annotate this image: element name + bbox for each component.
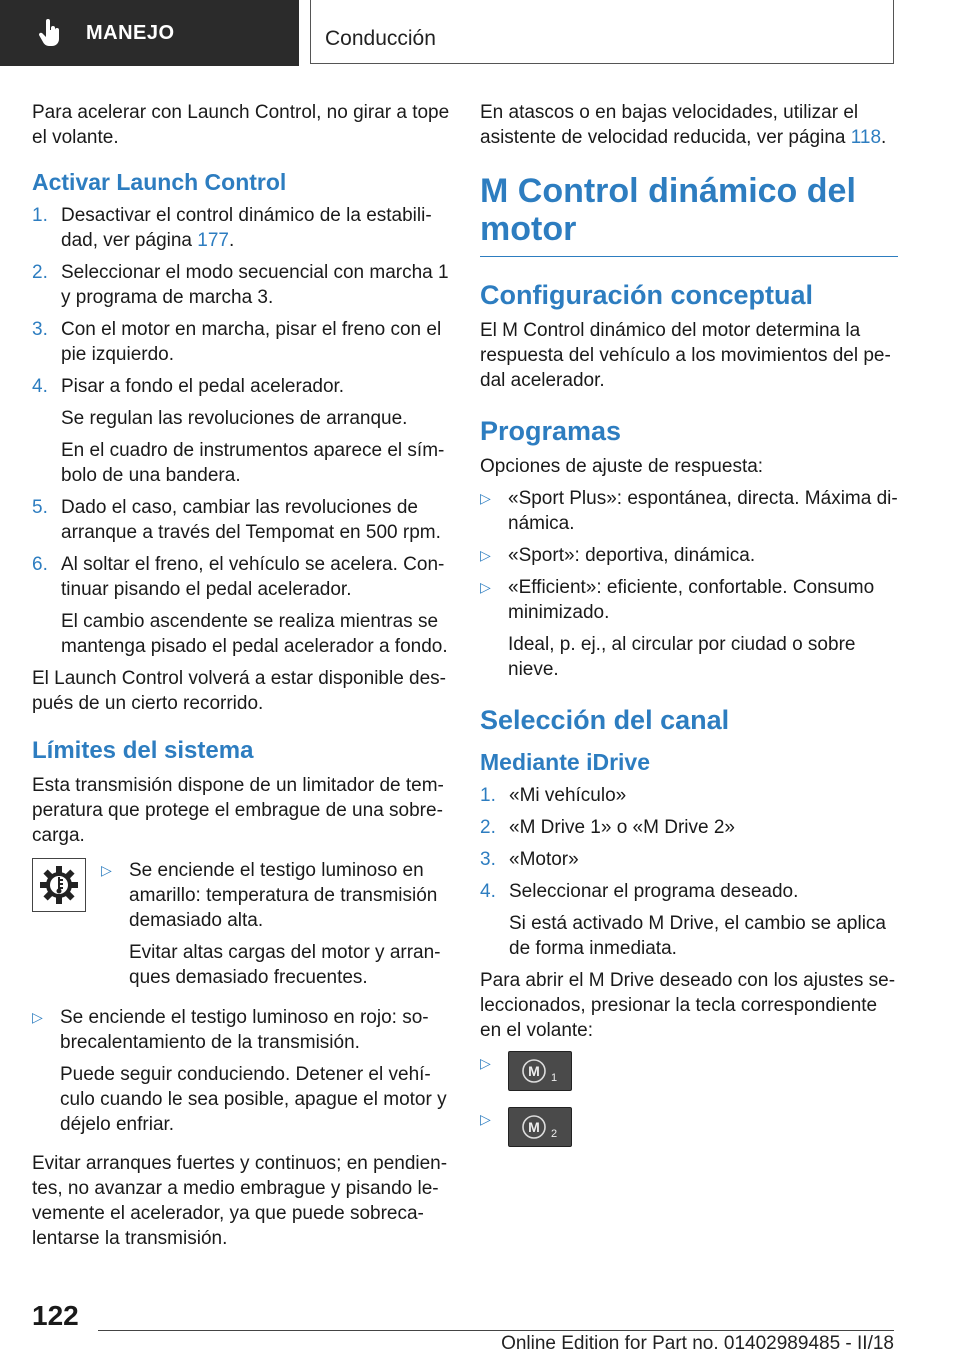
m-drive-1-button[interactable] <box>508 1051 572 1091</box>
section-tab <box>0 0 299 66</box>
triangle-bullet-icon: ▷ <box>101 862 112 878</box>
triangle-bullet-icon: ▷ <box>480 490 491 506</box>
warning-red <box>32 1005 450 1055</box>
intro-text: En atascos o en bajas velocidades, utilizar el asistente de velocidad reducida, ver página <box>480 102 859 148</box>
step-4 <box>32 374 450 399</box>
heading-limites-del-sistema: Límites del sistema <box>32 737 254 764</box>
warning-yellow <box>101 858 450 933</box>
step-text: Seleccionar el programa deseado. <box>509 881 799 902</box>
step-text-part: Desactivar el control dinámico de la estabili-dad, ver página <box>61 205 432 251</box>
step-number: 2. <box>480 817 496 838</box>
heading-configuracion-conceptual: Configuración conceptual <box>480 280 814 310</box>
step-2 <box>32 260 450 310</box>
intro-end: . <box>881 127 887 148</box>
program-sport-plus <box>480 486 898 536</box>
step-6-note: El cambio ascendente se realiza mientras se mantenga pisado el pedal acelerador a fondo. <box>61 611 448 657</box>
step-text: «Mi vehículo» <box>509 785 627 806</box>
step-number: 2. <box>32 262 48 283</box>
m-drive-2-button[interactable] <box>508 1107 572 1147</box>
page-number: 122 <box>32 1300 79 1331</box>
m-drive-1-number: 1 <box>551 1072 558 1084</box>
step-number: 6. <box>32 554 48 575</box>
idrive-step-1 <box>480 783 898 808</box>
right-intro-paragraph <box>480 100 898 150</box>
edition-note: Online Edition for Part no. 01402989485 - II/18 <box>501 1333 894 1354</box>
triangle-bullet-icon: ▷ <box>480 579 491 595</box>
idrive-step-4 <box>480 879 898 904</box>
triangle-bullet-icon: ▷ <box>32 1009 43 1025</box>
idrive-step-4-note: Si está activado M Drive, el cambio se aplica de forma inmediata. <box>509 913 886 959</box>
m-drive-2-number: 2 <box>551 1128 558 1140</box>
after-steps-paragraph: El Launch Control volverá a estar disponible des-pués de un cierto recorrido. <box>32 668 447 714</box>
closing-paragraph: Evitar arranques fuertes y continuos; en pendien-tes, no avanzar a medio embrague y pisando le-vemente el acelerador, ya que puede sobreca-lentarse la transmisión. <box>32 1153 448 1249</box>
program-efficient-note: Ideal, p. ej., al circular por ciudad o sobre nieve. <box>508 634 856 680</box>
step-text: Al soltar el freno, el vehículo se acelera. Con-tinuar pisando el pedal acelerador. <box>61 554 445 600</box>
step-5 <box>32 495 450 545</box>
abrir-paragraph: Para abrir el M Drive deseado con los ajustes se-leccionados, presionar la tecla correspondiente en el volante: <box>480 970 896 1041</box>
heading-mediante-idrive: Mediante iDrive <box>480 749 650 775</box>
step-text-end: . <box>228 230 235 251</box>
program-efficient <box>480 575 898 625</box>
heading-m-control-dinamico: M Control dinámico del motor <box>480 172 898 257</box>
heading-programas: Programas <box>480 416 622 446</box>
page-link-118[interactable]: 118 <box>850 127 882 148</box>
step-number: 5. <box>32 497 48 518</box>
step-number: 1. <box>32 205 48 226</box>
step-number: 4. <box>32 376 48 397</box>
idrive-step-2 <box>480 815 898 840</box>
footer-divider <box>98 1330 894 1331</box>
step-4-note-2: En el cuadro de instrumentos aparece el sím-bolo de una bandera. <box>61 440 445 486</box>
chapter-tab <box>310 0 894 64</box>
right-column <box>480 100 898 1165</box>
left-column <box>32 100 450 1258</box>
step-text: Con el motor en marcha, pisar el freno con el pie izquierdo. <box>61 319 442 365</box>
heading-activar-launch-control: Activar Launch Control <box>32 169 287 195</box>
step-number: 3. <box>480 849 496 870</box>
heading-seleccion-del-canal: Selección del canal <box>480 705 730 735</box>
step-number: 1. <box>480 785 496 806</box>
section-title: MANEJO <box>86 21 175 44</box>
step-1 <box>32 203 450 253</box>
transmission-temperature-warning-icon <box>32 858 86 912</box>
m-drive-1-item <box>480 1051 898 1091</box>
step-number: 4. <box>480 881 496 902</box>
triangle-bullet-icon: ▷ <box>480 547 491 563</box>
program-text: «Efficient»: eficiente, confortable. Consumo minimizado. <box>508 577 875 623</box>
idrive-step-3 <box>480 847 898 872</box>
step-text: «Motor» <box>509 849 579 870</box>
step-3 <box>32 317 450 367</box>
warning-yellow-note: Evitar altas cargas del motor y arran-ques demasiado frecuentes. <box>129 942 441 988</box>
warning-yellow-text: Se enciende el testigo luminoso en amarillo: temperatura de transmisión demasiado alta. <box>129 860 438 931</box>
page-link-177[interactable]: 177 <box>197 230 229 251</box>
step-text: «M Drive 1» o «M Drive 2» <box>509 817 735 838</box>
intro-paragraph: Para acelerar con Launch Control, no girar a tope el volante. <box>32 102 450 148</box>
m-drive-1-letter: M <box>528 1063 540 1079</box>
program-text: «Sport»: deportiva, dinámica. <box>508 545 756 566</box>
step-text: Seleccionar el modo secuencial con marcha 1 y programa de marcha 3. <box>61 262 449 308</box>
m-drive-2-letter: M <box>528 1119 540 1135</box>
hand-pointer-icon <box>38 18 68 48</box>
m-drive-2-item <box>480 1107 898 1147</box>
limites-paragraph: Esta transmisión dispone de un limitador de tem-peratura que protege el embrague de una sobre-carga. <box>32 775 444 846</box>
config-paragraph: El M Control dinámico del motor determina la respuesta del vehículo a los movimientos del pe-dal acelerador. <box>480 320 891 391</box>
step-6 <box>32 552 450 602</box>
step-text: Pisar a fondo el pedal acelerador. <box>61 376 345 397</box>
program-text: «Sport Plus»: espontánea, directa. Máxima di-námica. <box>508 488 898 534</box>
warning-red-text: Se enciende el testigo luminoso en rojo: so-brecalentamiento de la transmisión. <box>60 1007 429 1053</box>
programas-paragraph: Opciones de ajuste de respuesta: <box>480 456 764 477</box>
triangle-bullet-icon: ▷ <box>480 1111 491 1127</box>
step-4-note: Se regulan las revoluciones de arranque. <box>61 408 408 429</box>
warning-block <box>32 858 450 997</box>
chapter-title: Conducción <box>325 27 436 50</box>
step-text <box>61 203 450 253</box>
step-number: 3. <box>32 319 48 340</box>
program-sport <box>480 543 898 568</box>
step-text: Dado el caso, cambiar las revoluciones de arranque a través del Tempomat en 500 rpm. <box>61 497 441 543</box>
warning-red-note: Puede seguir conduciendo. Detener el vehí-culo cuando le sea posible, apague el motor y déjelo enfriar. <box>60 1064 447 1135</box>
triangle-bullet-icon: ▷ <box>480 1055 491 1071</box>
